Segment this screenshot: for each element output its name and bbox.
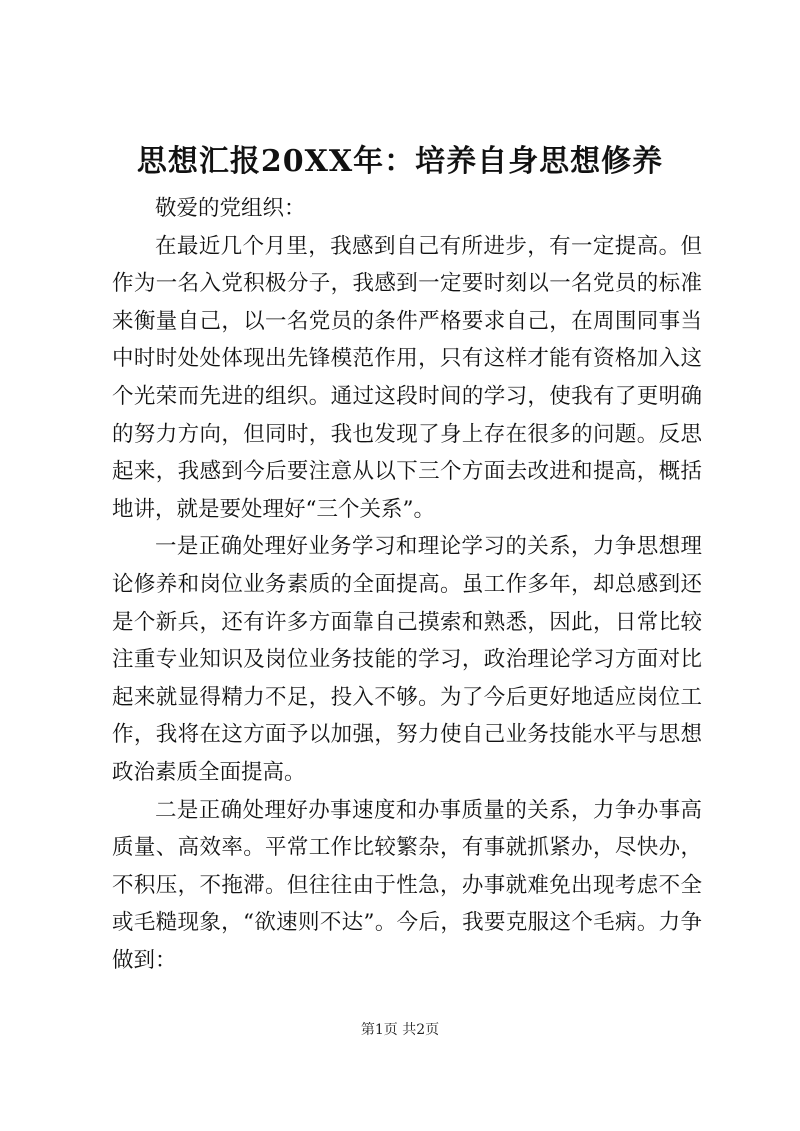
document-title: 思想汇报20XX年：培养自身思想修养 <box>136 144 664 179</box>
paragraph-3: 二是正确处理好办事速度和办事质量的关系，力争办事高质量、高效率。平常工作比较繁杂，有事就抓紧办，尽快办，不积压，不拖滞。但往往由于性急，办事就难免出现考虑不全或毛糙现象，“欲速则不达”。今后，我要克服这个毛病。力争做到： <box>112 797 702 973</box>
page-footer: 第1页 共2页 <box>360 1022 440 1038</box>
paragraph-2: 一是正确处理好业务学习和理论学习的关系，力争思想理论修养和岗位业务素质的全面提高。虽工作多年，却总感到还是个新兵，还有许多方面靠自己摸索和熟悉，因此，日常比较注重专业知识及岗位业务技能的学习，政治理论学习方面对比起来就显得精力不足，投入不够。为了今后更好地适应岗位工作，我将在这方面予以加强，努力使自己业务技能水平与思想政治素质全面提高。 <box>112 534 702 785</box>
document-body <box>112 190 702 979</box>
paragraph-1: 在最近几个月里，我感到自己有所进步，有一定提高。但作为一名入党积极分子，我感到一定要时刻以一名党员的标准来衡量自己，以一名党员的条件严格要求自己，在周围同事当中时时处处体现出先锋模范作用，只有这样才能有资格加入这个光荣而先进的组织。通过这段时间的学习，使我有了更明确的努力方向，但同时，我也发现了身上存在很多的问题。反思起来，我感到今后要注意从以下三个方面去改进和提高，概括地讲，就是要处理好“三个关系”。 <box>112 233 702 522</box>
salutation: 敬爱的党组织： <box>155 196 306 221</box>
